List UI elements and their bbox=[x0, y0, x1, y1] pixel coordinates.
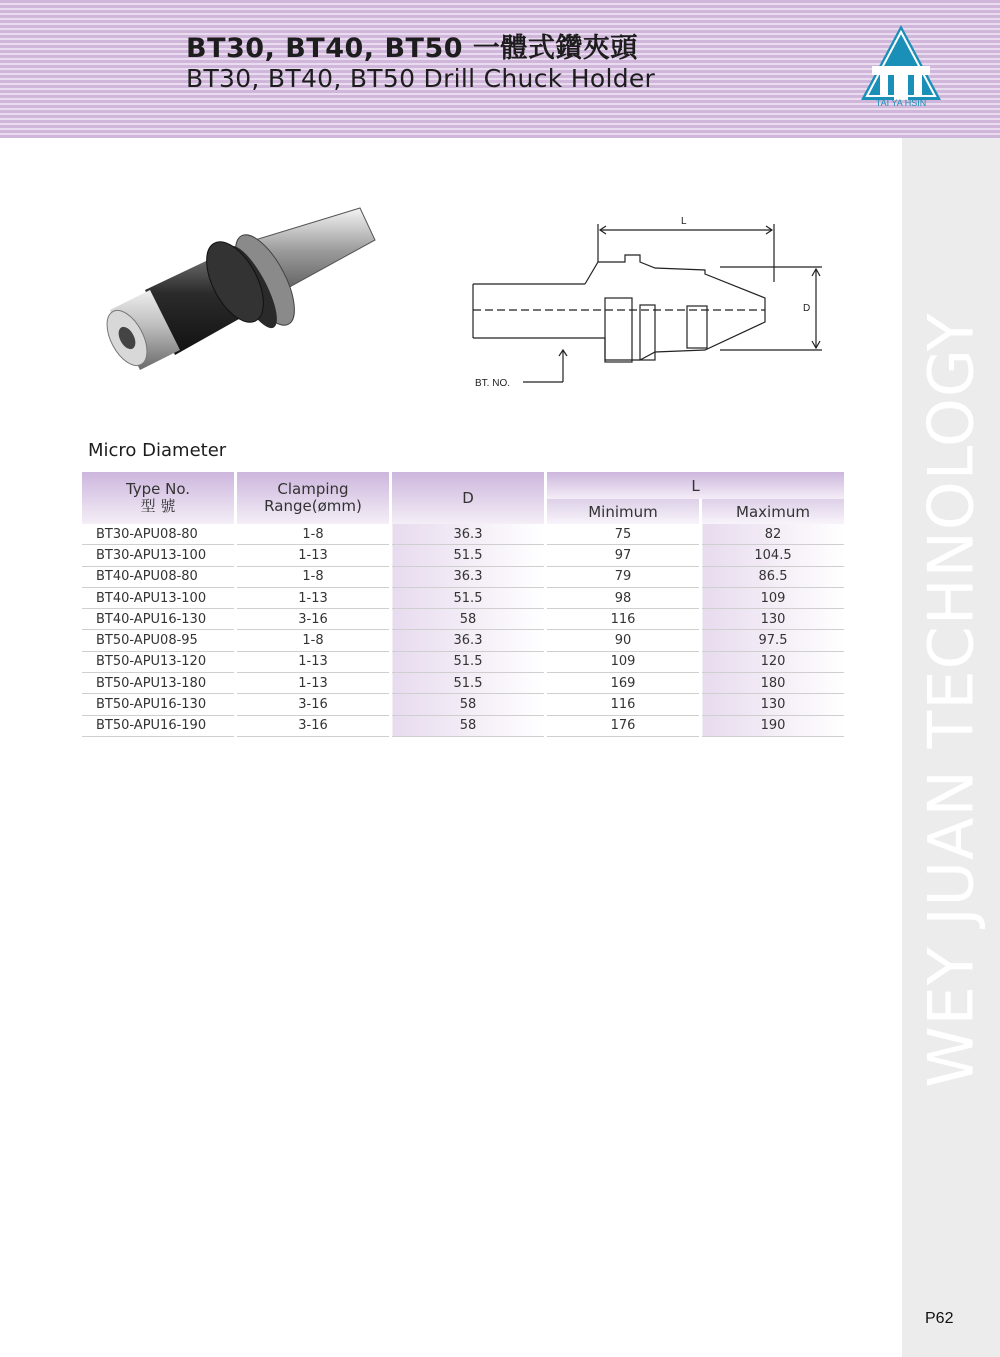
cell-type-no: BT50-APU16-130 bbox=[82, 694, 236, 715]
cell-d: 58 bbox=[391, 694, 546, 715]
cell-range: 1-13 bbox=[236, 587, 391, 608]
cell-range: 3-16 bbox=[236, 715, 391, 736]
table-row bbox=[82, 694, 844, 715]
table-row bbox=[82, 545, 844, 566]
header-type-no-en: Type No. bbox=[125, 480, 191, 498]
sidebar-brand-text: WEY JUAN TECHNOLOGY bbox=[914, 312, 988, 1088]
header-type-no-cn: 型 號 bbox=[140, 497, 176, 515]
cell-l-max: 130 bbox=[701, 694, 845, 715]
header-maximum: Maximum bbox=[701, 499, 845, 524]
cell-type-no: BT40-APU08-80 bbox=[82, 566, 236, 587]
cell-d: 51.5 bbox=[391, 673, 546, 694]
dimension-label-l: L bbox=[681, 216, 687, 227]
cell-range: 1-13 bbox=[236, 673, 391, 694]
header-clamping: Clamping bbox=[277, 480, 349, 498]
cell-l-min: 90 bbox=[546, 630, 701, 651]
table-row bbox=[82, 673, 844, 694]
cell-l-max: 97.5 bbox=[701, 630, 845, 651]
cell-type-no: BT40-APU16-130 bbox=[82, 609, 236, 630]
product-photo bbox=[105, 200, 395, 390]
page-number: P62 bbox=[925, 1310, 954, 1327]
header-d: D bbox=[391, 472, 546, 524]
cell-l-max: 180 bbox=[701, 673, 845, 694]
cell-type-no: BT40-APU13-100 bbox=[82, 587, 236, 608]
cell-l-min: 98 bbox=[546, 587, 701, 608]
technical-drawing bbox=[465, 210, 835, 395]
cell-l-max: 82 bbox=[701, 524, 845, 545]
cell-l-min: 176 bbox=[546, 715, 701, 736]
cell-type-no: BT50-APU08-95 bbox=[82, 630, 236, 651]
cell-d: 58 bbox=[391, 715, 546, 736]
logo-text: TAI YA HSIN bbox=[875, 98, 927, 108]
cell-type-no: BT50-APU16-190 bbox=[82, 715, 236, 736]
cell-d: 51.5 bbox=[391, 545, 546, 566]
cell-range: 1-13 bbox=[236, 651, 391, 672]
cell-l-max: 130 bbox=[701, 609, 845, 630]
cell-l-min: 97 bbox=[546, 545, 701, 566]
cell-range: 1-13 bbox=[236, 545, 391, 566]
cell-range: 3-16 bbox=[236, 609, 391, 630]
section-title: Micro Diameter bbox=[88, 440, 227, 461]
cell-l-min: 75 bbox=[546, 524, 701, 545]
dimension-label-d: D bbox=[803, 303, 811, 314]
cell-range: 1-8 bbox=[236, 524, 391, 545]
cell-type-no: BT30-APU13-100 bbox=[82, 545, 236, 566]
table-row bbox=[82, 566, 844, 587]
cell-l-max: 86.5 bbox=[701, 566, 845, 587]
table-row bbox=[82, 630, 844, 651]
table-row bbox=[82, 609, 844, 630]
header-type-no bbox=[82, 472, 236, 524]
cell-l-max: 120 bbox=[701, 651, 845, 672]
cell-d: 36.3 bbox=[391, 630, 546, 651]
cell-d: 51.5 bbox=[391, 651, 546, 672]
table-row bbox=[82, 524, 844, 545]
cell-l-max: 190 bbox=[701, 715, 845, 736]
cell-type-no: BT30-APU08-80 bbox=[82, 524, 236, 545]
cell-d: 36.3 bbox=[391, 566, 546, 587]
cell-d: 51.5 bbox=[391, 587, 546, 608]
header-range: Range(ømm) bbox=[264, 497, 362, 515]
header-minimum: Minimum bbox=[546, 499, 701, 524]
cell-range: 1-8 bbox=[236, 566, 391, 587]
page-title-chinese: BT30, BT40, BT50 一體式鑽夾頭 bbox=[186, 33, 638, 64]
cell-l-max: 109 bbox=[701, 587, 845, 608]
cell-l-min: 116 bbox=[546, 694, 701, 715]
cell-l-min: 116 bbox=[546, 609, 701, 630]
page-title-english: BT30, BT40, BT50 Drill Chuck Holder bbox=[186, 64, 656, 93]
cell-type-no: BT50-APU13-180 bbox=[82, 673, 236, 694]
header-l: L bbox=[546, 472, 845, 499]
cell-range: 3-16 bbox=[236, 694, 391, 715]
cell-range: 1-8 bbox=[236, 630, 391, 651]
table-row bbox=[82, 715, 844, 736]
cell-d: 36.3 bbox=[391, 524, 546, 545]
cell-l-min: 109 bbox=[546, 651, 701, 672]
table-row bbox=[82, 651, 844, 672]
bt-no-label: BT. NO. bbox=[475, 378, 511, 389]
cell-type-no: BT50-APU13-120 bbox=[82, 651, 236, 672]
cell-l-max: 104.5 bbox=[701, 545, 845, 566]
cell-d: 58 bbox=[391, 609, 546, 630]
header-clamping-range bbox=[236, 472, 391, 524]
cell-l-min: 169 bbox=[546, 673, 701, 694]
table-row bbox=[82, 587, 844, 608]
cell-l-min: 79 bbox=[546, 566, 701, 587]
spec-table bbox=[82, 472, 844, 737]
